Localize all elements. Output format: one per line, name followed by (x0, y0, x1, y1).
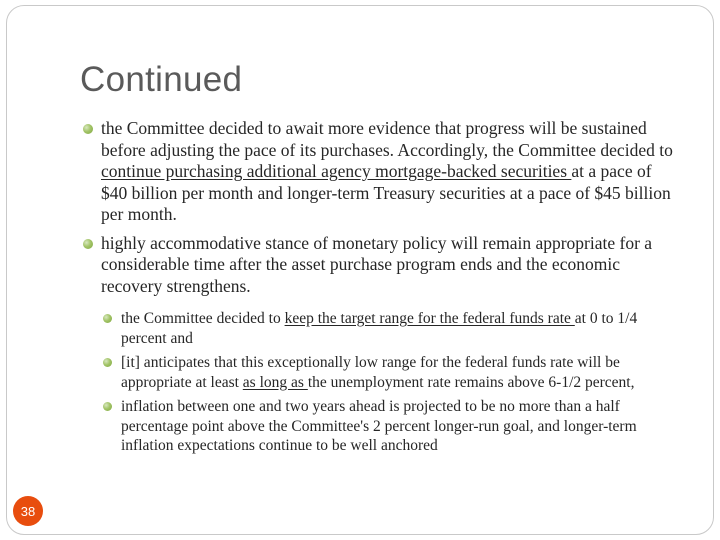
sub-bullet-text: at 0 to 1/4 percent and (121, 310, 638, 347)
sub-bullet-text: the unemployment rate remains above 6-1/2 percent, (307, 373, 635, 391)
sub-bullet-text: [it] anticipates that this exceptionally low range for the federal funds rate will be appropriate at least (121, 354, 620, 391)
sub-bullet-item (82, 309, 682, 348)
underlined-phrase: as long as (242, 373, 308, 391)
sub-bullet-text: inflation between one and two years ahead is projected to be no more than a half percentage point above the Committee's 2 percent longer-run goal, and longer-term inflation expectations continue to be well anchored (121, 398, 637, 454)
bullet-icon (103, 358, 112, 367)
bullet-icon (83, 124, 93, 134)
sub-bullet-item (82, 397, 682, 456)
underlined-phrase: continue purchasing additional agency mortgage-backed securities (101, 161, 572, 181)
sub-bullet-text: the Committee decided to (121, 310, 285, 327)
page-number-badge: 38 (13, 496, 43, 526)
slide-title: Continued (80, 60, 243, 99)
slide-body (82, 118, 682, 461)
bullet-icon (103, 402, 112, 411)
bullet-text: the Committee decided to await more evidence that progress will be sustained before adjusting the pace of its purchases. Accordingly, the Committee decided to (101, 118, 673, 160)
bullet-icon (83, 239, 93, 249)
sub-bullet-item (82, 353, 682, 392)
underlined-phrase: keep the target range for the federal funds rate (284, 310, 575, 327)
bullet-item (82, 118, 682, 226)
bullet-item (82, 233, 682, 298)
bullet-text: at a pace of $40 billion per month and longer-term Treasury securities at a pace of $45 billion per month. (101, 161, 671, 224)
bullet-icon (103, 314, 112, 323)
bullet-text: highly accommodative stance of monetary policy will remain appropriate for a considerable time after the asset purchase program ends and the economic recovery strengthens. (101, 232, 653, 296)
